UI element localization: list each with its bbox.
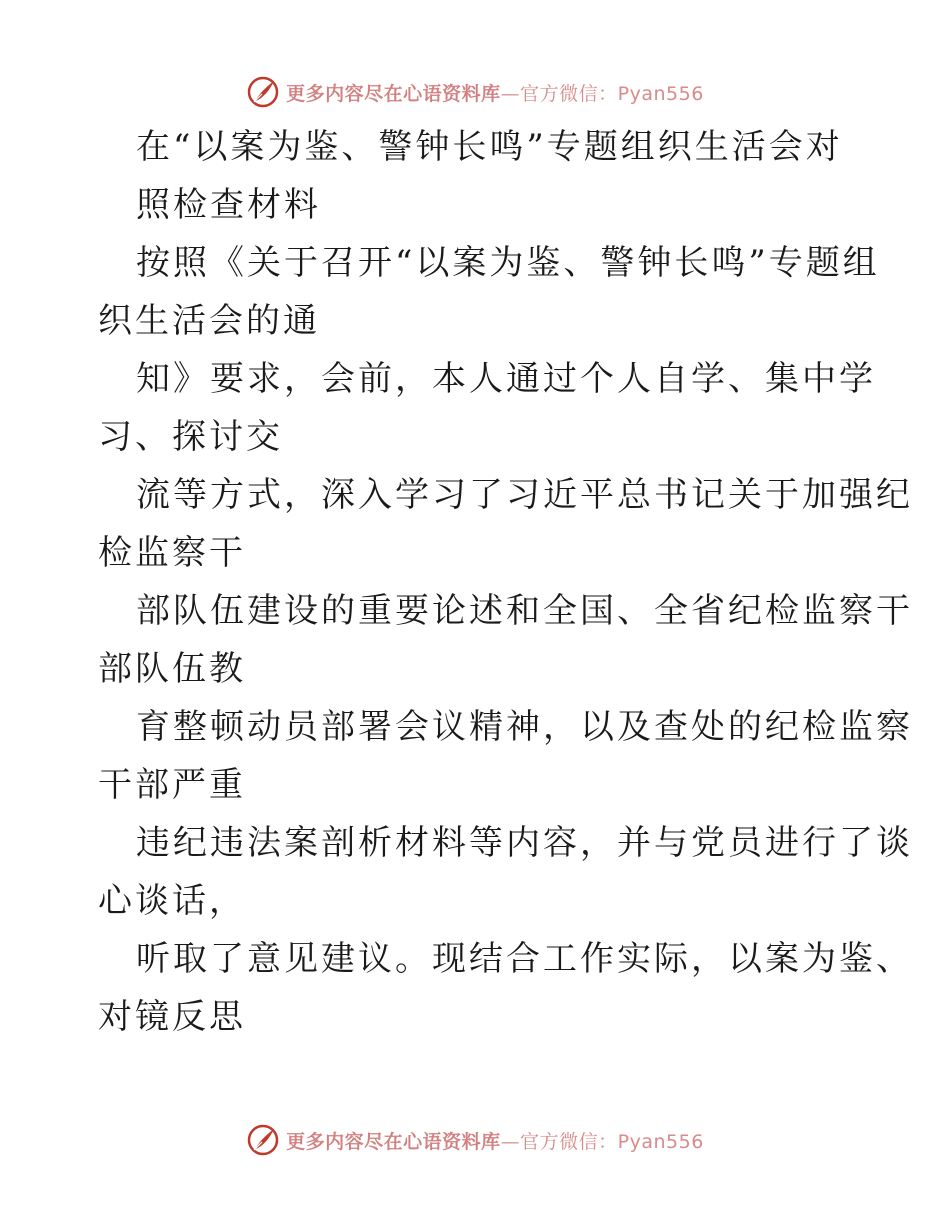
watermark-brand: 更多内容尽在心语资料库 (286, 82, 501, 105)
watermark-separator: — (500, 1130, 521, 1153)
feather-logo-icon (246, 75, 280, 109)
text-line: 部队伍教 (98, 649, 246, 689)
text-line: 照检查材料 (136, 185, 321, 225)
text-line: 流等方式，深入学习了习近平总书记关于加强纪 (136, 475, 913, 515)
text-line: 织生活会的通 (98, 301, 320, 341)
text-line: 知》要求，会前，本人通过个人自学、集中学 (136, 359, 876, 399)
text-line: 心谈话， (98, 881, 246, 921)
text-line: 听取了意见建议。现结合工作实际，以案为鉴、 (136, 939, 913, 979)
watermark-contact: 官方微信：Pyan556 (520, 1130, 704, 1153)
watermark-text (286, 79, 704, 106)
text-line: 检监察干 (98, 533, 246, 573)
text-line: 干部严重 (98, 765, 246, 805)
header-watermark (0, 72, 950, 112)
text-line: 习、探讨交 (98, 417, 283, 457)
watermark-text (286, 1127, 704, 1154)
text-line: 育整顿动员部署会议精神，以及查处的纪检监察 (136, 707, 913, 747)
text-line: 部队伍建设的重要论述和全国、全省纪检监察干 (136, 591, 913, 631)
footer-watermark (0, 1120, 950, 1160)
text-line: 在“以案为鉴、警钟长鸣”专题组织生活会对 (136, 127, 843, 167)
watermark-separator: — (500, 82, 521, 105)
feather-logo-icon (246, 1123, 280, 1157)
text-line: 按照《关于召开“以案为鉴、警钟长鸣”专题组 (136, 243, 880, 283)
text-line: 对镜反思 (98, 997, 246, 1037)
watermark-contact: 官方微信：Pyan556 (520, 82, 704, 105)
text-line: 违纪违法案剖析材料等内容，并与党员进行了谈 (136, 823, 913, 863)
watermark-brand: 更多内容尽在心语资料库 (286, 1130, 501, 1153)
